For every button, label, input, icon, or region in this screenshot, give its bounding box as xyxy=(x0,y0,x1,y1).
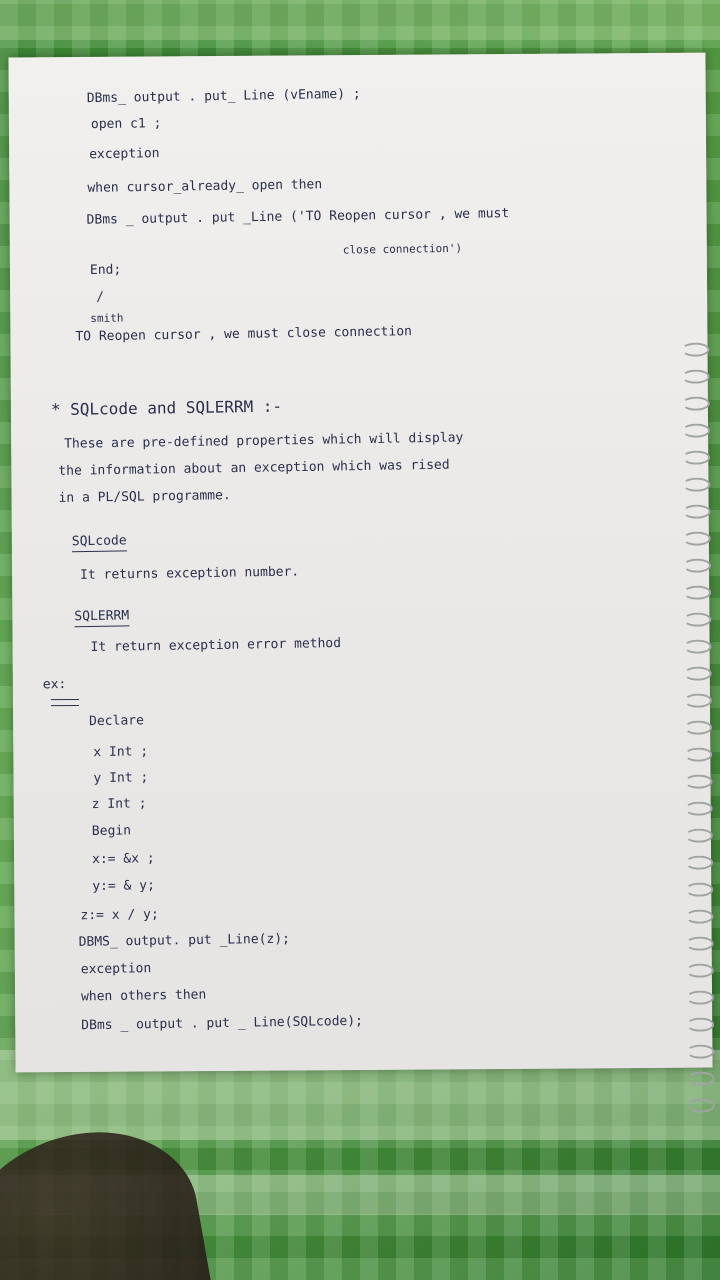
code-line: Declare xyxy=(88,713,145,730)
subheading-sqlcode: SQLcode xyxy=(72,533,127,552)
output-line: smith xyxy=(90,311,124,326)
notebook-page xyxy=(8,53,712,1073)
subheading-sqlerrm: SQLERRM xyxy=(74,608,129,627)
code-line: DBMS_ output. put _Line(z); xyxy=(78,931,291,950)
output-line: TO Reopen cursor , we must close connection xyxy=(75,324,413,345)
section-heading: * SQLcode and SQLERRM :- xyxy=(50,396,283,420)
paragraph-line: the information about an exception which was rised xyxy=(58,457,450,479)
code-line: x:= &x ; xyxy=(91,851,155,868)
code-line: exception xyxy=(89,146,160,163)
fabric-band xyxy=(0,0,720,40)
paragraph-line: It returns exception number. xyxy=(79,564,300,583)
code-line: / xyxy=(96,289,105,305)
code-line: End; xyxy=(89,262,122,279)
code-line: x Int ; xyxy=(93,744,149,761)
code-line: open c1 ; xyxy=(90,116,162,133)
paragraph-line: These are pre-defined properties which will display xyxy=(64,430,464,452)
example-underline xyxy=(51,699,79,706)
code-line: exception xyxy=(80,961,152,978)
paragraph-line: It return exception error method xyxy=(90,636,342,655)
code-line: DBms _ output . put _Line ('TO Reopen cursor , we must xyxy=(86,206,510,228)
code-line: z:= x / y; xyxy=(80,907,159,924)
code-line: y:= & y; xyxy=(92,878,155,895)
paragraph-line: in a PL/SQL programme. xyxy=(58,488,231,506)
code-line: y Int ; xyxy=(93,770,149,787)
spiral-binding xyxy=(681,343,715,1143)
code-line: when others then xyxy=(80,987,207,1005)
code-line: DBms_ output . put_ Line (vEname) ; xyxy=(86,86,361,107)
code-line: when cursor_already_ open then xyxy=(87,177,323,196)
code-line: Begin xyxy=(91,823,132,840)
hand-shadow xyxy=(0,1116,215,1280)
code-line: close connection') xyxy=(342,241,463,257)
example-label: ex: xyxy=(42,676,67,693)
code-line: DBms _ output . put _ Line(SQLcode); xyxy=(81,1013,364,1034)
code-line: z Int ; xyxy=(91,796,147,813)
